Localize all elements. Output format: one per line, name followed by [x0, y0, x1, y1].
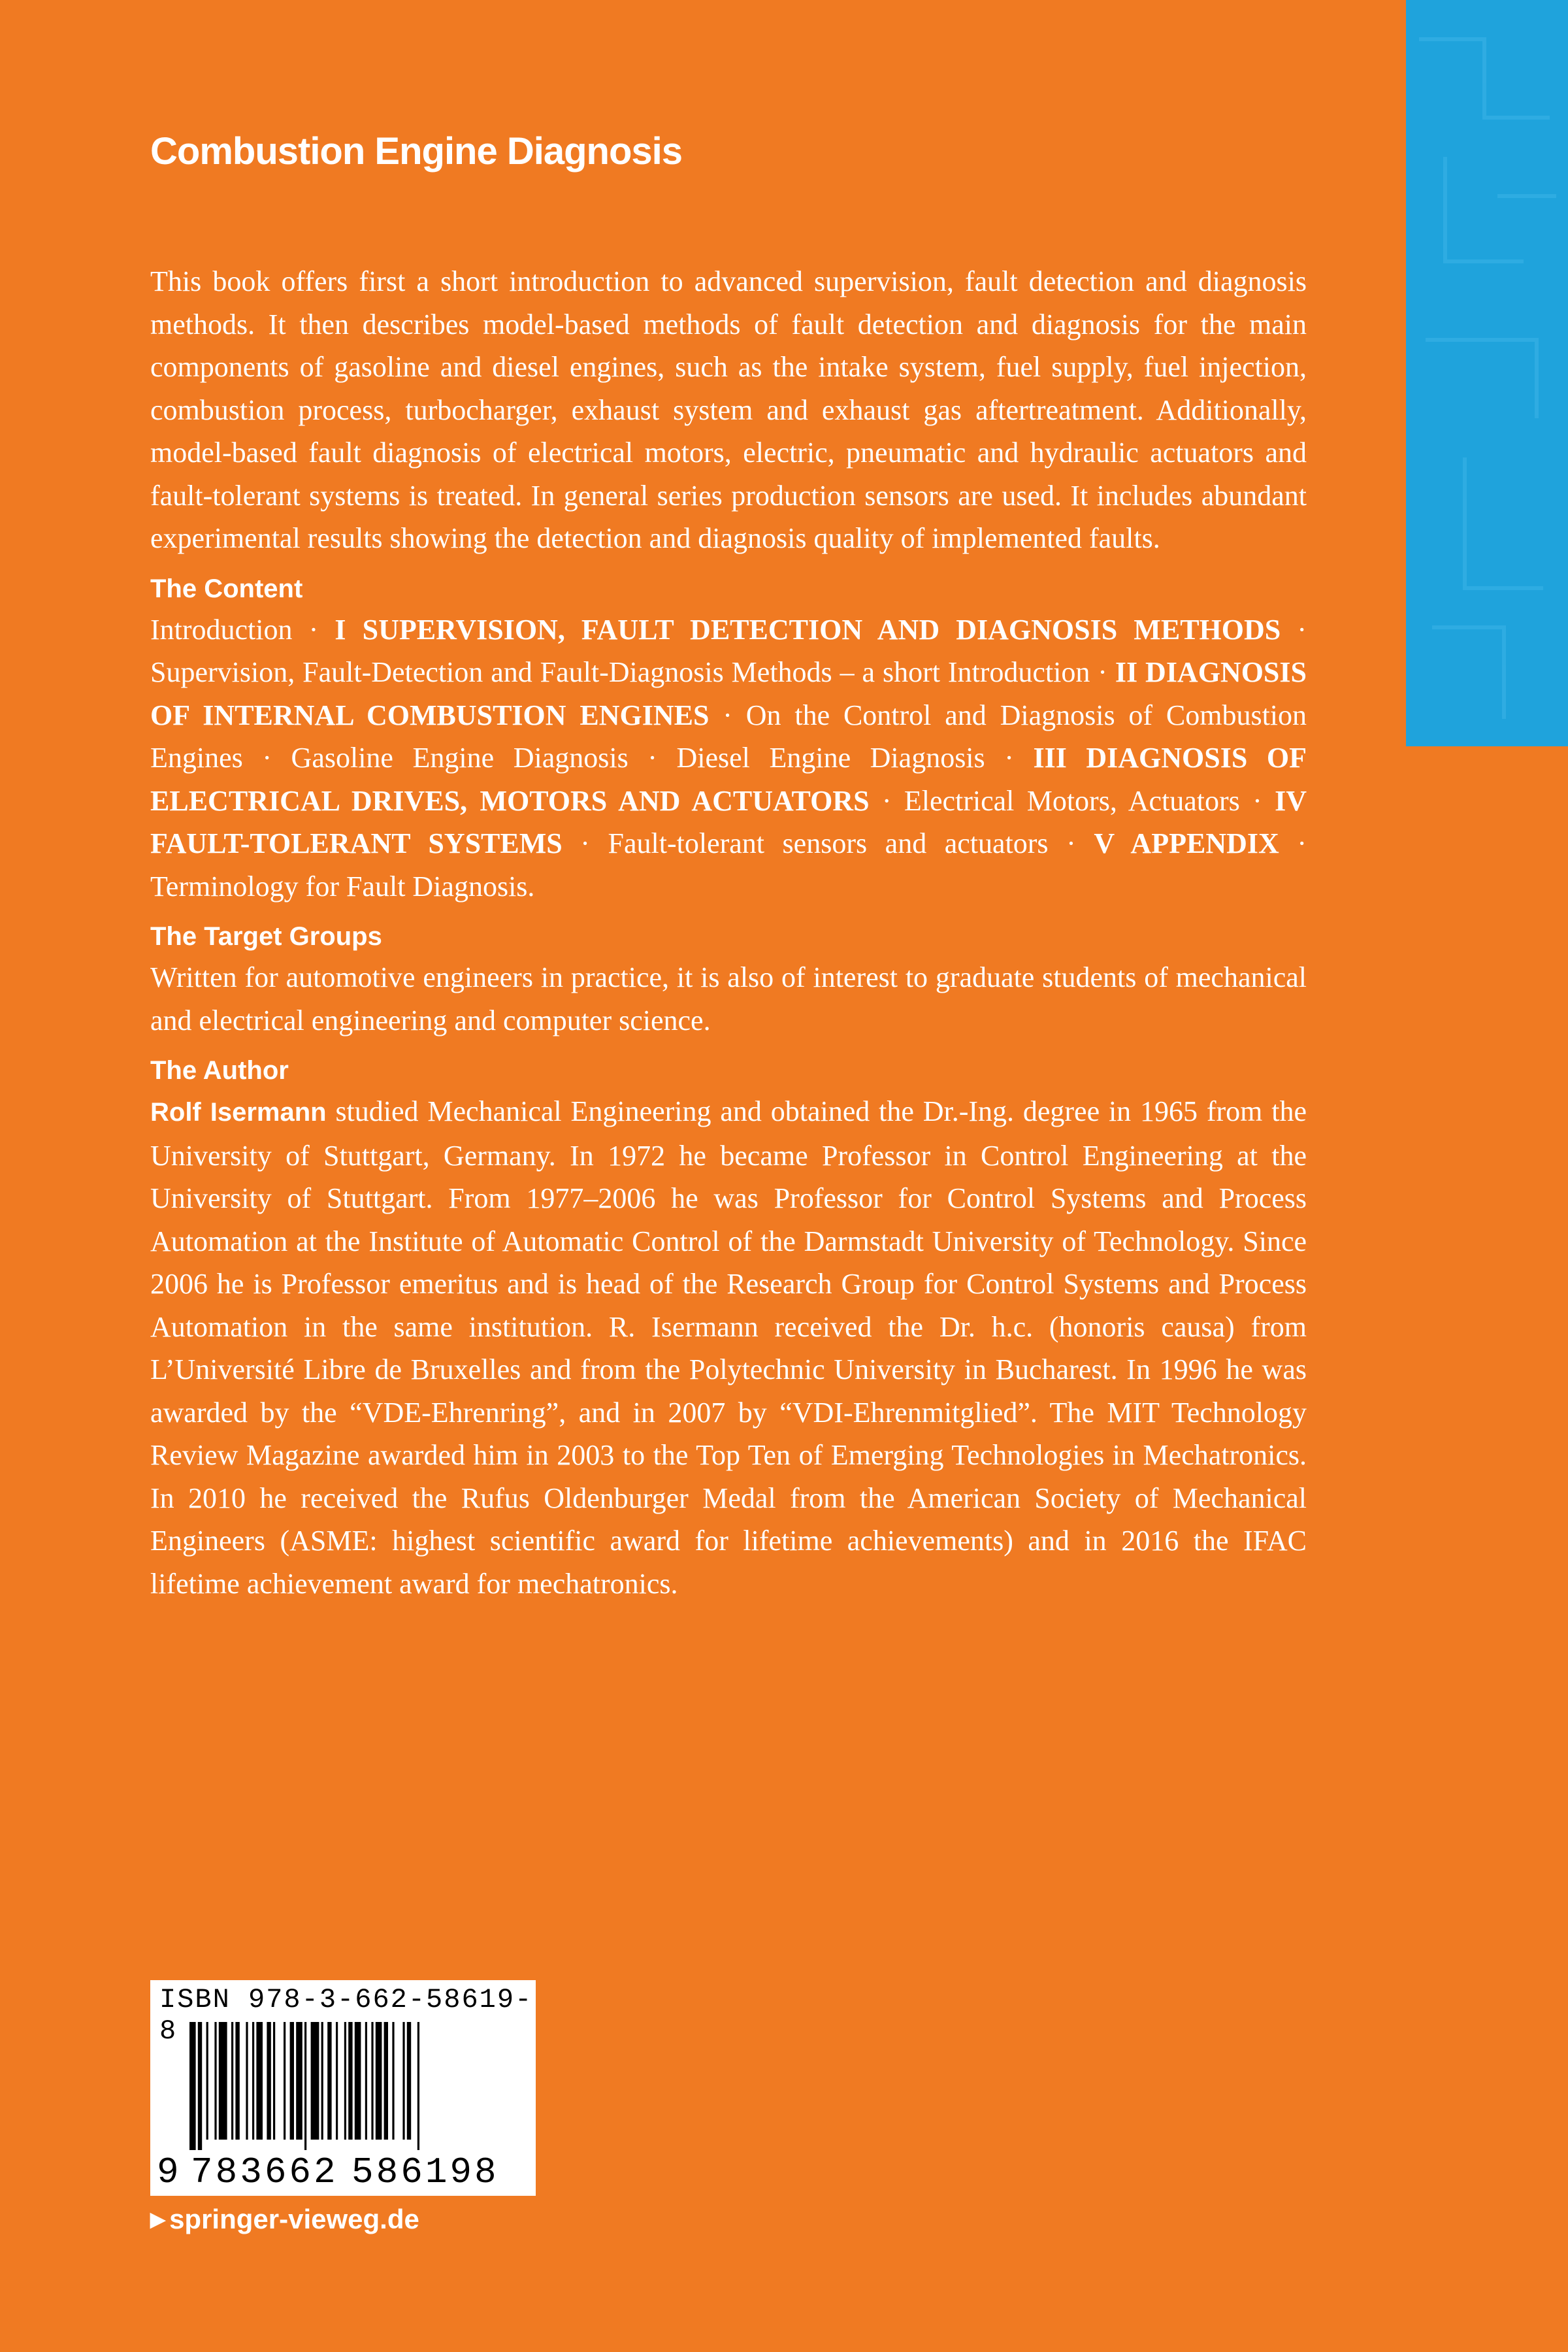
content-part-heading: II DIAGNOSIS OF INTERNAL COMBUSTION ENGINES — [150, 656, 1307, 731]
barcode-bar — [304, 2022, 306, 2150]
content-list — [150, 608, 1307, 908]
author-section — [150, 1051, 1307, 1605]
target-groups-heading: The Target Groups — [150, 922, 382, 951]
separator: · — [1281, 613, 1307, 646]
content-item: Diesel Engine Diagnosis — [676, 742, 985, 774]
separator: · — [1090, 656, 1115, 688]
barcode-bar — [189, 2022, 196, 2150]
publisher-url: springer-vieweg.de — [169, 2204, 419, 2234]
barcode-bar — [311, 2022, 319, 2140]
target-groups-section — [150, 917, 1307, 1042]
content-item: Terminology for Fault Diagnosis. — [150, 870, 535, 903]
barcode-bar — [376, 2022, 382, 2140]
barcode-bar — [344, 2022, 346, 2140]
content-heading: The Content — [150, 574, 303, 603]
barcode-bar — [417, 2022, 419, 2150]
barcode-digit-first: 9 — [157, 2151, 179, 2193]
separator: · — [1048, 827, 1094, 859]
blue-accent-tab — [1406, 0, 1568, 746]
barcode-digits-left: 783662 — [191, 2151, 338, 2193]
separator: · — [1279, 827, 1307, 859]
barcode-bar — [407, 2022, 411, 2140]
intro-paragraph: This book offers first a short introduction to advanced supervision, fault detection and diagnosis methods. It then describes model-based methods of fault detection and diagnosis for the main components of gasoline and diesel engines, such as the intake system, fuel supply, fuel injection, combustion process, turbocharger, exhaust system and exhaust gas aftertreatment. Additionally, model-based fault diagnosis of electrical motors, electric, pneumatic and hydraulic actuators and fault-tolerant systems is treated. In general series production sensors are used. It includes abundant experimental results showing the detection and diagnosis quality of implemented faults. — [150, 265, 1307, 554]
barcode-bar — [246, 2022, 248, 2140]
content-item: Introduction — [150, 613, 293, 646]
barcode-bar — [327, 2022, 331, 2140]
author-heading: The Author — [150, 1056, 289, 1085]
book-title: Combustion Engine Diagnosis — [150, 130, 683, 173]
barcode-bar — [321, 2022, 323, 2140]
content-item: Fault-tolerant sensors and actuators — [608, 827, 1049, 859]
barcode-bar — [231, 2022, 233, 2140]
description-content — [150, 260, 1307, 1605]
barcode-bar — [235, 2022, 239, 2140]
barcode-bar — [252, 2022, 254, 2140]
content-item: Supervision, Fault-Detection and Fault-Diagnosis Methods – a short Introduction — [150, 656, 1090, 688]
barcode-bar — [384, 2022, 388, 2140]
barcode-bar — [392, 2022, 394, 2140]
content-part-heading: IV FAULT-TOLERANT SYSTEMS — [150, 784, 1307, 859]
separator: · — [869, 784, 904, 817]
separator: · — [985, 742, 1034, 774]
content-part-heading: III DIAGNOSIS OF ELECTRICAL DRIVES, MOTORS AND ACTUATORS — [150, 742, 1307, 817]
author-bio-text: studied Mechanical Engineering and obtained the Dr.-Ing. degree in 1965 from the University of Stuttgart, Germany. In 1972 he became Professor in Control Engineering at the University of Stuttgart. From 1977–2006 he was Professor for Control Systems and Process Automation at the Institute of Automatic Control of the Darmstadt University of Technology. Since 2006 he is Professor emeritus and is head of the Research Group for Control Systems and Process Automation in the same institution. R. Isermann received the Dr. h.c. (honoris causa) from L’Université Libre de Bruxelles and from the Polytechnic University in Bucharest. In 1996 he was awarded by the “VDE-Ehrenring”, and in 2007 by “VDI-Ehrenmitglied”. The MIT Technology Review Magazine awarded him in 2003 to the Top Ten of Emerging Technologies in Mechatronics. In 2010 he received the Rufus Oldenburger Medal from the American Society of Mechanical Engineers (ASME: highest scientific award for lifetime achievements) and in 2016 the IFAC lifetime achievement award for mechatronics. — [150, 1095, 1307, 1600]
barcode-bar — [336, 2022, 338, 2140]
author-name: Rolf Isermann — [150, 1098, 327, 1127]
content-part-heading: V APPENDIX — [1094, 827, 1279, 859]
barcode-bar — [206, 2022, 208, 2140]
content-part-heading: I SUPERVISION, FAULT DETECTION AND DIAGNOSIS METHODS — [335, 613, 1281, 646]
barcode-digits-right: 586198 — [351, 2151, 499, 2193]
isbn-label: ISBN 978-3-662-58619-8 — [159, 1984, 533, 2047]
content-item: Electrical Motors, Actuators — [904, 784, 1240, 817]
content-item: Gasoline Engine Diagnosis — [291, 742, 629, 774]
barcode-bar — [219, 2022, 227, 2140]
barcode-bar — [198, 2022, 202, 2150]
separator: · — [1239, 784, 1275, 817]
barcode-bar — [256, 2022, 263, 2140]
content-item: On the Control and Diagnosis of Combustion Engines — [150, 699, 1307, 774]
barcode-bar — [365, 2022, 367, 2140]
content-section — [150, 569, 1307, 908]
separator: · — [242, 742, 291, 774]
publisher-link[interactable] — [150, 2204, 419, 2235]
separator: · — [562, 827, 608, 859]
barcode-bar — [214, 2022, 216, 2140]
barcode-bar — [348, 2022, 352, 2140]
separator: · — [292, 613, 335, 646]
barcode-bar — [284, 2022, 286, 2140]
target-groups-text: Written for automotive engineers in practice, it is also of interest to graduate students of mechanical and electrical engineering and computer science. — [150, 961, 1307, 1036]
barcode-bar — [296, 2022, 302, 2140]
separator: · — [628, 742, 677, 774]
barcode-bar — [402, 2022, 404, 2140]
barcode-bar — [267, 2022, 270, 2140]
barcode-bar — [371, 2022, 373, 2140]
author-bio — [150, 1090, 1307, 1605]
barcode-bar — [355, 2022, 361, 2140]
isbn-barcode — [150, 1980, 536, 2196]
barcode-bar — [290, 2022, 294, 2140]
arrow-right-icon: ▶ — [150, 2208, 166, 2230]
barcode-bar — [273, 2022, 275, 2140]
separator: · — [709, 699, 746, 731]
barcode-bars — [150, 2022, 536, 2153]
circuit-pattern — [1406, 0, 1568, 746]
